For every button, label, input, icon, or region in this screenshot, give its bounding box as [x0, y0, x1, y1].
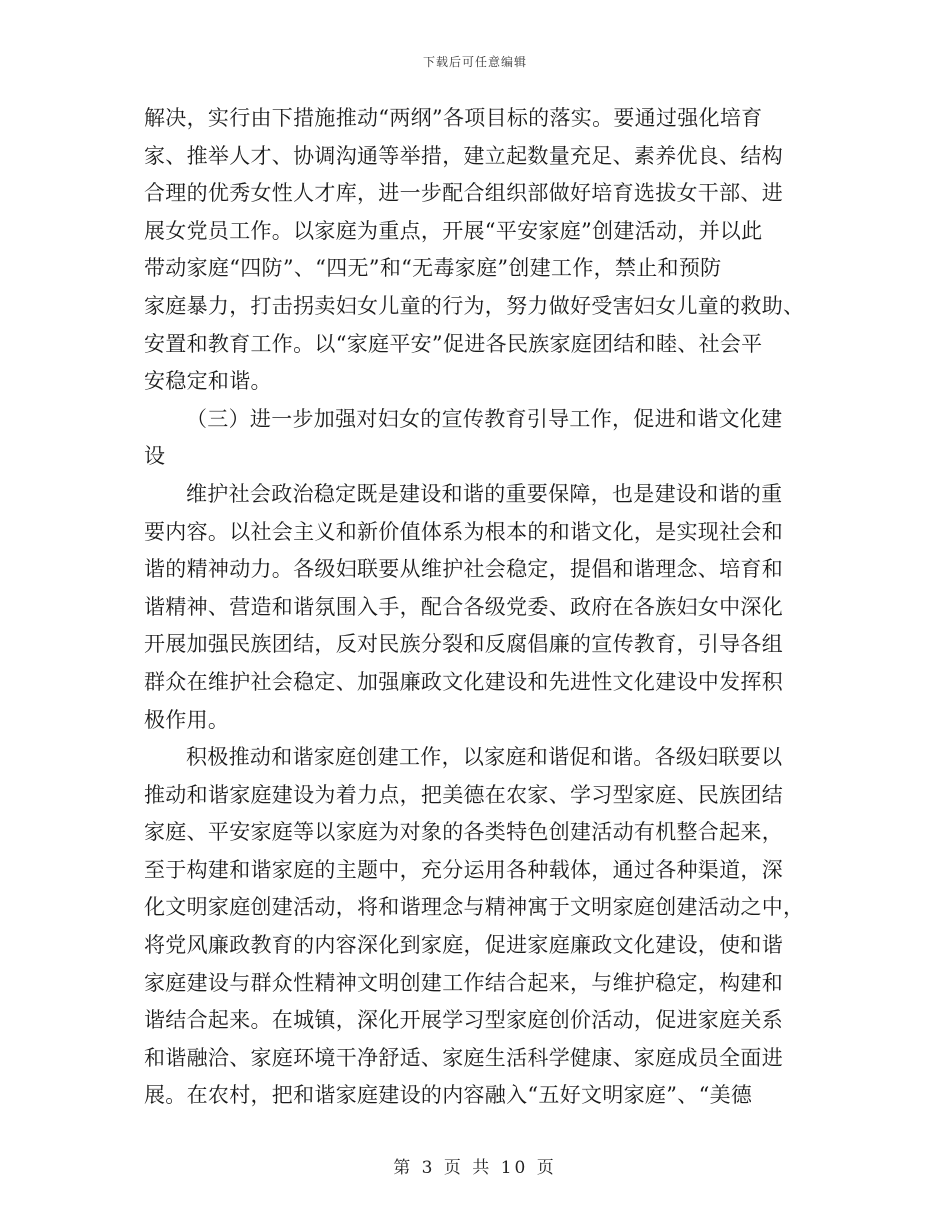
- text-line: 家庭建设与群众性精神文明创建工作结合起来，与维护稳定，构建和: [144, 970, 783, 995]
- text-line: 将党风廉政教育的内容深化到家庭，促进家庭廉政文化建设，使和谐: [144, 933, 783, 958]
- text-line: 化文明家庭创建活动，将和谐理念与精神寓于文明家庭创建活动之中，: [144, 895, 805, 920]
- text-line: 解决，实行由下措施推动“两纲”各项目标的落实。要通过强化培育: [144, 106, 763, 130]
- header-note: 下载后可任意编辑: [422, 55, 527, 69]
- text-line: 安置和教育工作。以“家庭平安”促进各民族家庭团结和睦、社会平: [144, 331, 763, 356]
- text-line: 家庭暴力，打击拐卖妇女儿童的行为，努力做好受害妇女儿童的救助、: [144, 293, 805, 318]
- document-body: [144, 100, 810, 1115]
- text-line: 推动和谐家庭建设为着力点，把美德在农家、学习型家庭、民族团结: [144, 782, 783, 807]
- paragraph-3: [144, 739, 810, 1115]
- text-line: 家庭、平安家庭等以家庭为对象的各类特色创建活动有机整合起来，: [144, 820, 783, 845]
- text-line: 带动家庭“四防”、“四无”和“无毒家庭”创建工作，禁止和预防: [144, 256, 722, 281]
- page-number: 第 3 页 共 10 页: [393, 1158, 557, 1178]
- text-line: 积极推动和谐家庭创建工作，以家庭和谐促和谐。各级妇联要以: [186, 745, 783, 770]
- text-line: 安稳定和谐。: [144, 369, 272, 394]
- text-line: 谐精神、营造和谐氛围入手，配合各级党委、政府在各族妇女中深化: [144, 594, 783, 619]
- text-line: 合理的优秀女性人才库，进一步配合组织部做好培育选拔女干部、进: [144, 181, 783, 206]
- text-line: 群众在维护社会稳定、加强廉政文化建设和先进性文化建设中发挥积: [144, 669, 783, 694]
- text-line: 谐结合起来。在城镇，深化开展学习型家庭创价活动，促进家庭关系: [144, 1008, 783, 1033]
- text-line: 展。在农村，把和谐家庭建设的内容融入“五好文明家庭”、“美德: [144, 1083, 753, 1108]
- text-line: 谐的精神动力。各级妇联要从维护社会稳定，提倡和谐理念、培育和: [144, 557, 783, 582]
- text-line: 至于构建和谐家庭的主题中，充分运用各种载体，通过各种渠道，深: [144, 857, 783, 882]
- heading-line: （三）进一步加强对妇女的宣传教育引导工作，促进和谐文化建: [186, 406, 783, 431]
- heading-line: 设: [144, 444, 166, 469]
- text-line: 开展加强民族团结，反对民族分裂和反腐倡廉的宣传教育，引导各组: [144, 632, 783, 657]
- text-line: 展女党员工作。以家庭为重点，开展“平安家庭”创建活动，并以此: [144, 218, 763, 243]
- paragraph-1: [144, 100, 810, 401]
- paragraph-2: [144, 476, 810, 739]
- text-line: 家、推举人才、协调沟通等举措，建立起数量充足、素养优良、结构: [144, 143, 783, 168]
- text-line: 极作用。: [144, 707, 230, 732]
- text-line: 要内容。以社会主义和新价值体系为根本的和谐文化，是实现社会和: [144, 519, 783, 544]
- text-line: 和谐融洽、家庭环境干净舒适、家庭生活科学健康、家庭成员全面进: [144, 1045, 783, 1070]
- section-heading: [144, 401, 810, 476]
- text-line: 维护社会政治稳定既是建设和谐的重要保障，也是建设和谐的重: [186, 481, 783, 506]
